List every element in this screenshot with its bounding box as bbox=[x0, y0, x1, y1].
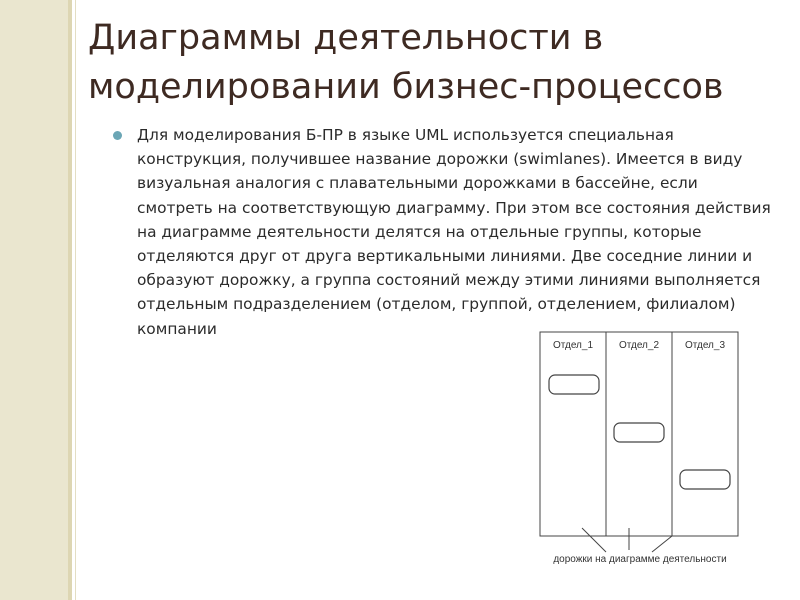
action-state bbox=[680, 470, 730, 489]
bullet-text: Для моделирования Б-ПР в языке UML используется специальная конструкция, получившее название дорожки (swimlanes). Имеется в виду визуальная аналогия с плавательными дорожками в бассейне, если смотреть на соответствующую диаграмму. При этом все состояния действия на диаграмме деятельности делятся на отдельные группы, которые отделяются друг от друга вертикальными линиями. Две соседние линии и образуют дорожку, а группа состояний между этими линиями выполняется отдельным подразделением (отделом, группой, отделением, филиалом) компании bbox=[137, 126, 771, 338]
decorative-side-stripe bbox=[68, 0, 72, 600]
decorative-side-band bbox=[0, 0, 68, 600]
bullet-dot-icon bbox=[113, 131, 122, 140]
lane-header: Отдел_1 bbox=[552, 340, 594, 351]
caption-pointer-line bbox=[652, 536, 672, 552]
lane-header: Отдел_3 bbox=[684, 340, 726, 351]
action-state bbox=[614, 423, 664, 442]
action-state bbox=[549, 375, 599, 394]
lane-header: Отдел_2 bbox=[618, 340, 660, 351]
swimlane-diagram-svg bbox=[518, 330, 758, 570]
slide-title bbox=[88, 14, 788, 112]
decorative-side-line bbox=[75, 0, 76, 600]
slide-title-line-1: Диаграммы деятельности в bbox=[88, 18, 604, 58]
swimlane-diagram bbox=[518, 330, 758, 570]
diagram-caption: дорожки на диаграмме деятельности bbox=[553, 554, 727, 565]
slide-title-line-2: моделировании бизнес-процессов bbox=[88, 67, 724, 107]
